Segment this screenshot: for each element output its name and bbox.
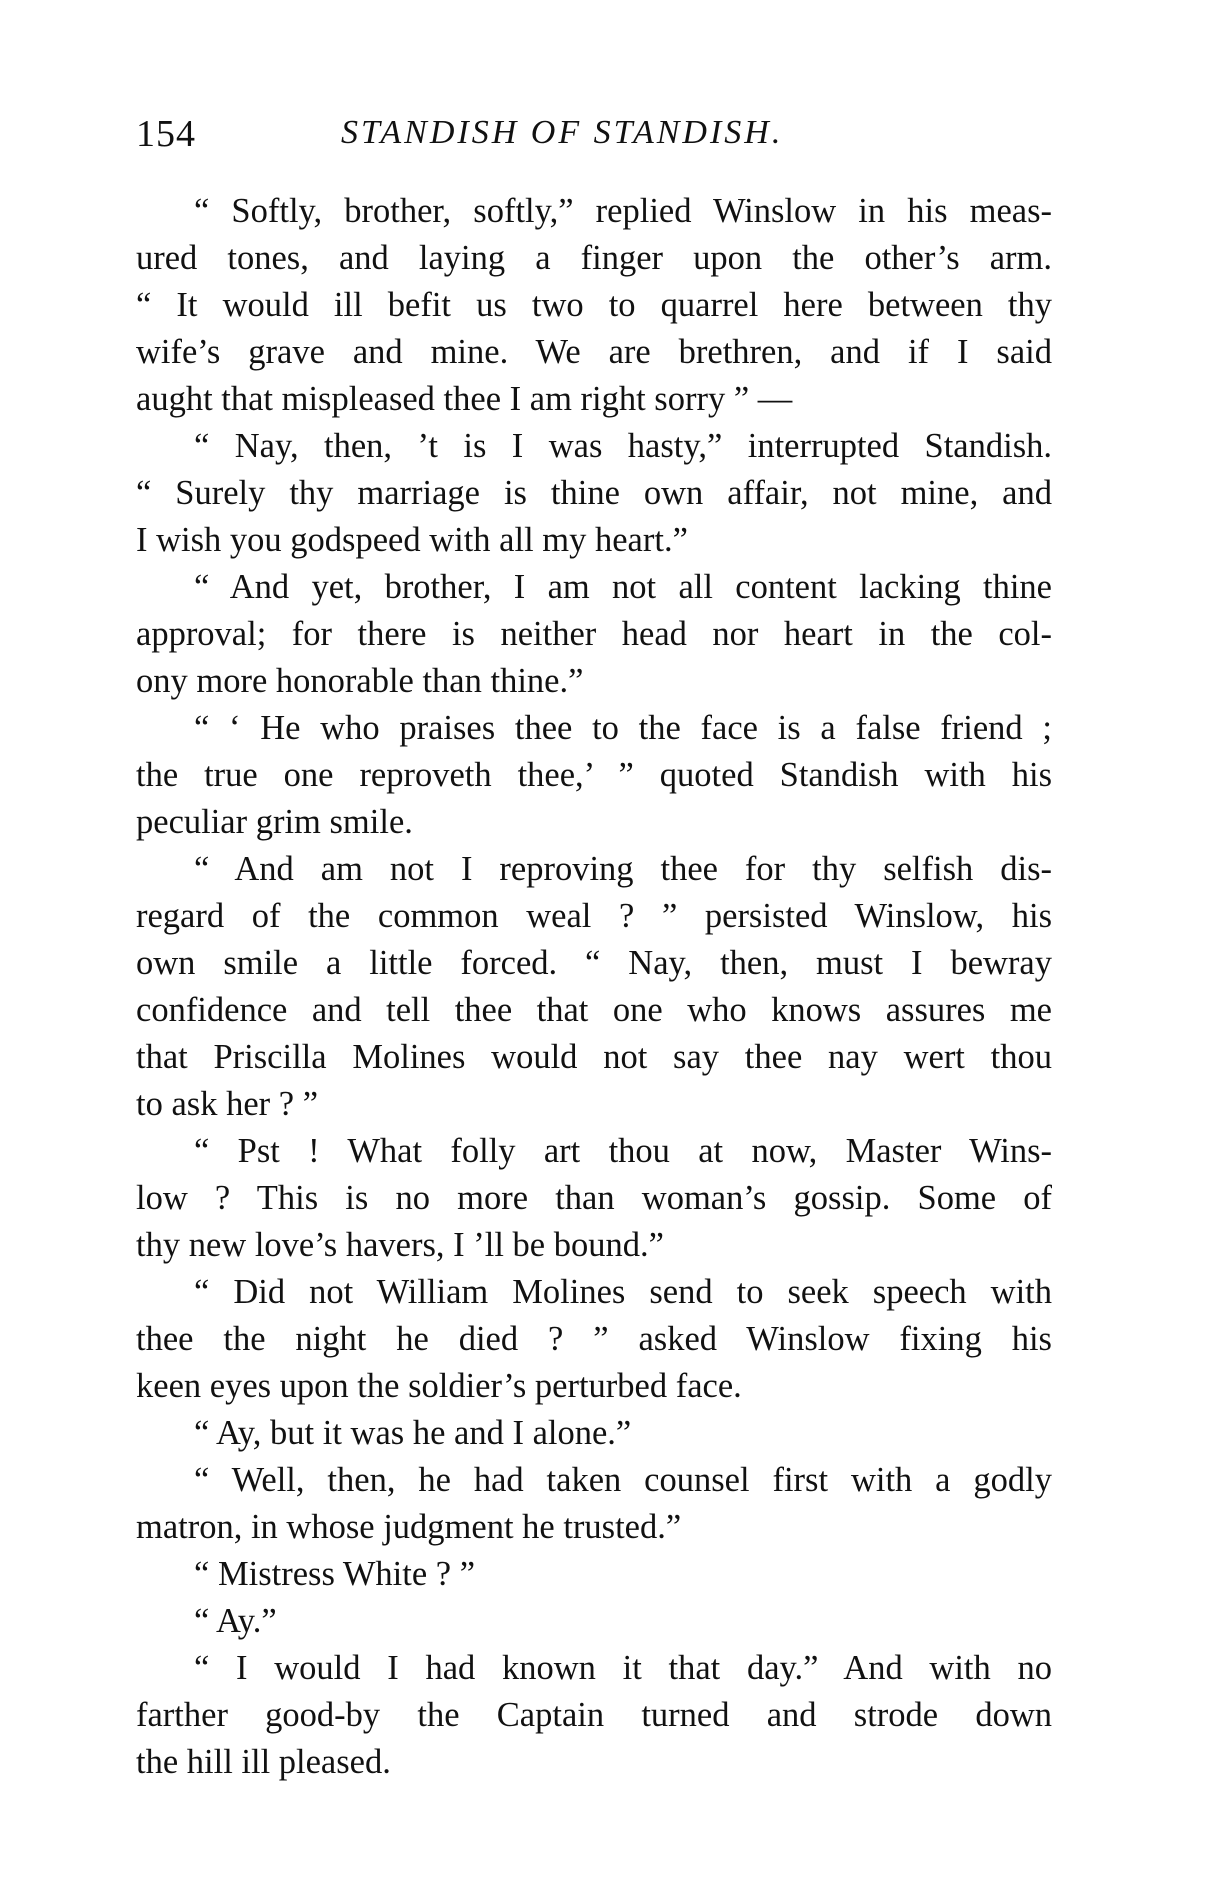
text-line: “ Did not William Molines send to seek speech with (194, 1273, 1052, 1311)
text-line: the true one reproveth thee,’ ” quoted Standish with his (136, 756, 1052, 794)
text-line: “ And yet, brother, I am not all content lacking thine (194, 568, 1052, 606)
text-line: “ And am not I reproving thee for thy selfish dis- (194, 850, 1052, 888)
text-line: “ I would I had known it that day.” And with no (194, 1649, 1052, 1687)
text-line: “ Well, then, he had taken counsel first with a godly (194, 1461, 1052, 1499)
text-line: thy new love’s havers, I ’ll be bound.” (136, 1226, 664, 1264)
text-line: farther good-by the Captain turned and strode down (136, 1696, 1052, 1734)
text-line: I wish you godspeed with all my heart.” (136, 521, 688, 559)
text-line: low ? This is no more than woman’s gossip. Some of (136, 1179, 1052, 1217)
text-line: matron, in whose judgment he trusted.” (136, 1508, 682, 1546)
text-line: approval; for there is neither head nor heart in the col- (136, 615, 1052, 653)
text-line: ony more honorable than thine.” (136, 662, 584, 700)
running-head (136, 112, 1056, 162)
text-line: “ Pst ! What folly art thou at now, Master Wins- (194, 1132, 1052, 1170)
body-text (136, 188, 1052, 1786)
text-line: confidence and tell thee that one who knows assures me (136, 991, 1052, 1029)
text-line: peculiar grim smile. (136, 803, 413, 841)
text-line: own smile a little forced. “ Nay, then, must I bewray (136, 944, 1052, 982)
text-line: “ ‘ He who praises thee to the face is a false friend ; (194, 709, 1052, 747)
text-line: ured tones, and laying a finger upon the other’s arm. (136, 239, 1052, 277)
text-line: “ Softly, brother, softly,” replied Winslow in his meas- (194, 192, 1052, 230)
text-line: “ Surely thy marriage is thine own affair, not mine, and (136, 474, 1052, 512)
text-line: wife’s grave and mine. We are brethren, and if I said (136, 333, 1052, 371)
page-number: 154 (136, 113, 196, 155)
text-line: “ Ay, but it was he and I alone.” (194, 1414, 632, 1452)
text-line: aught that mispleased thee I am right sorry ” — (136, 380, 793, 418)
running-title: STANDISH OF STANDISH. (341, 114, 784, 151)
text-line: “ Ay.” (194, 1602, 277, 1640)
text-line: “ Nay, then, ’t is I was hasty,” interrupted Standish. (194, 427, 1052, 465)
text-line: “ It would ill befit us two to quarrel here between thy (136, 286, 1052, 324)
text-line: “ Mistress White ? ” (194, 1555, 476, 1593)
text-line: that Priscilla Molines would not say thee nay wert thou (136, 1038, 1052, 1076)
text-line: to ask her ? ” (136, 1085, 319, 1123)
text-line: keen eyes upon the soldier’s perturbed face. (136, 1367, 742, 1405)
text-line: thee the night he died ? ” asked Winslow fixing his (136, 1320, 1052, 1358)
text-line: the hill ill pleased. (136, 1743, 391, 1781)
text-line: regard of the common weal ? ” persisted Winslow, his (136, 897, 1052, 935)
